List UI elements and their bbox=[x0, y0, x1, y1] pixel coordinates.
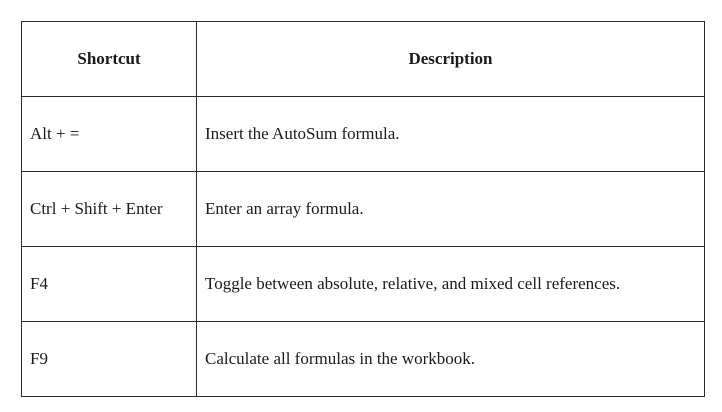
table-row bbox=[22, 97, 705, 172]
shortcut-cell: F9 bbox=[22, 322, 197, 397]
header-description: Description bbox=[197, 22, 705, 97]
table-row bbox=[22, 247, 705, 322]
shortcut-table bbox=[21, 21, 705, 397]
shortcut-table-container bbox=[21, 21, 705, 397]
header-shortcut: Shortcut bbox=[22, 22, 197, 97]
table-row bbox=[22, 172, 705, 247]
description-cell: Toggle between absolute, relative, and mixed cell references. bbox=[197, 247, 705, 322]
shortcut-cell: Alt + = bbox=[22, 97, 197, 172]
shortcut-cell: F4 bbox=[22, 247, 197, 322]
description-cell: Insert the AutoSum formula. bbox=[197, 97, 705, 172]
table-row bbox=[22, 322, 705, 397]
description-cell: Calculate all formulas in the workbook. bbox=[197, 322, 705, 397]
table-header-row bbox=[22, 22, 705, 97]
description-cell: Enter an array formula. bbox=[197, 172, 705, 247]
shortcut-cell: Ctrl + Shift + Enter bbox=[22, 172, 197, 247]
